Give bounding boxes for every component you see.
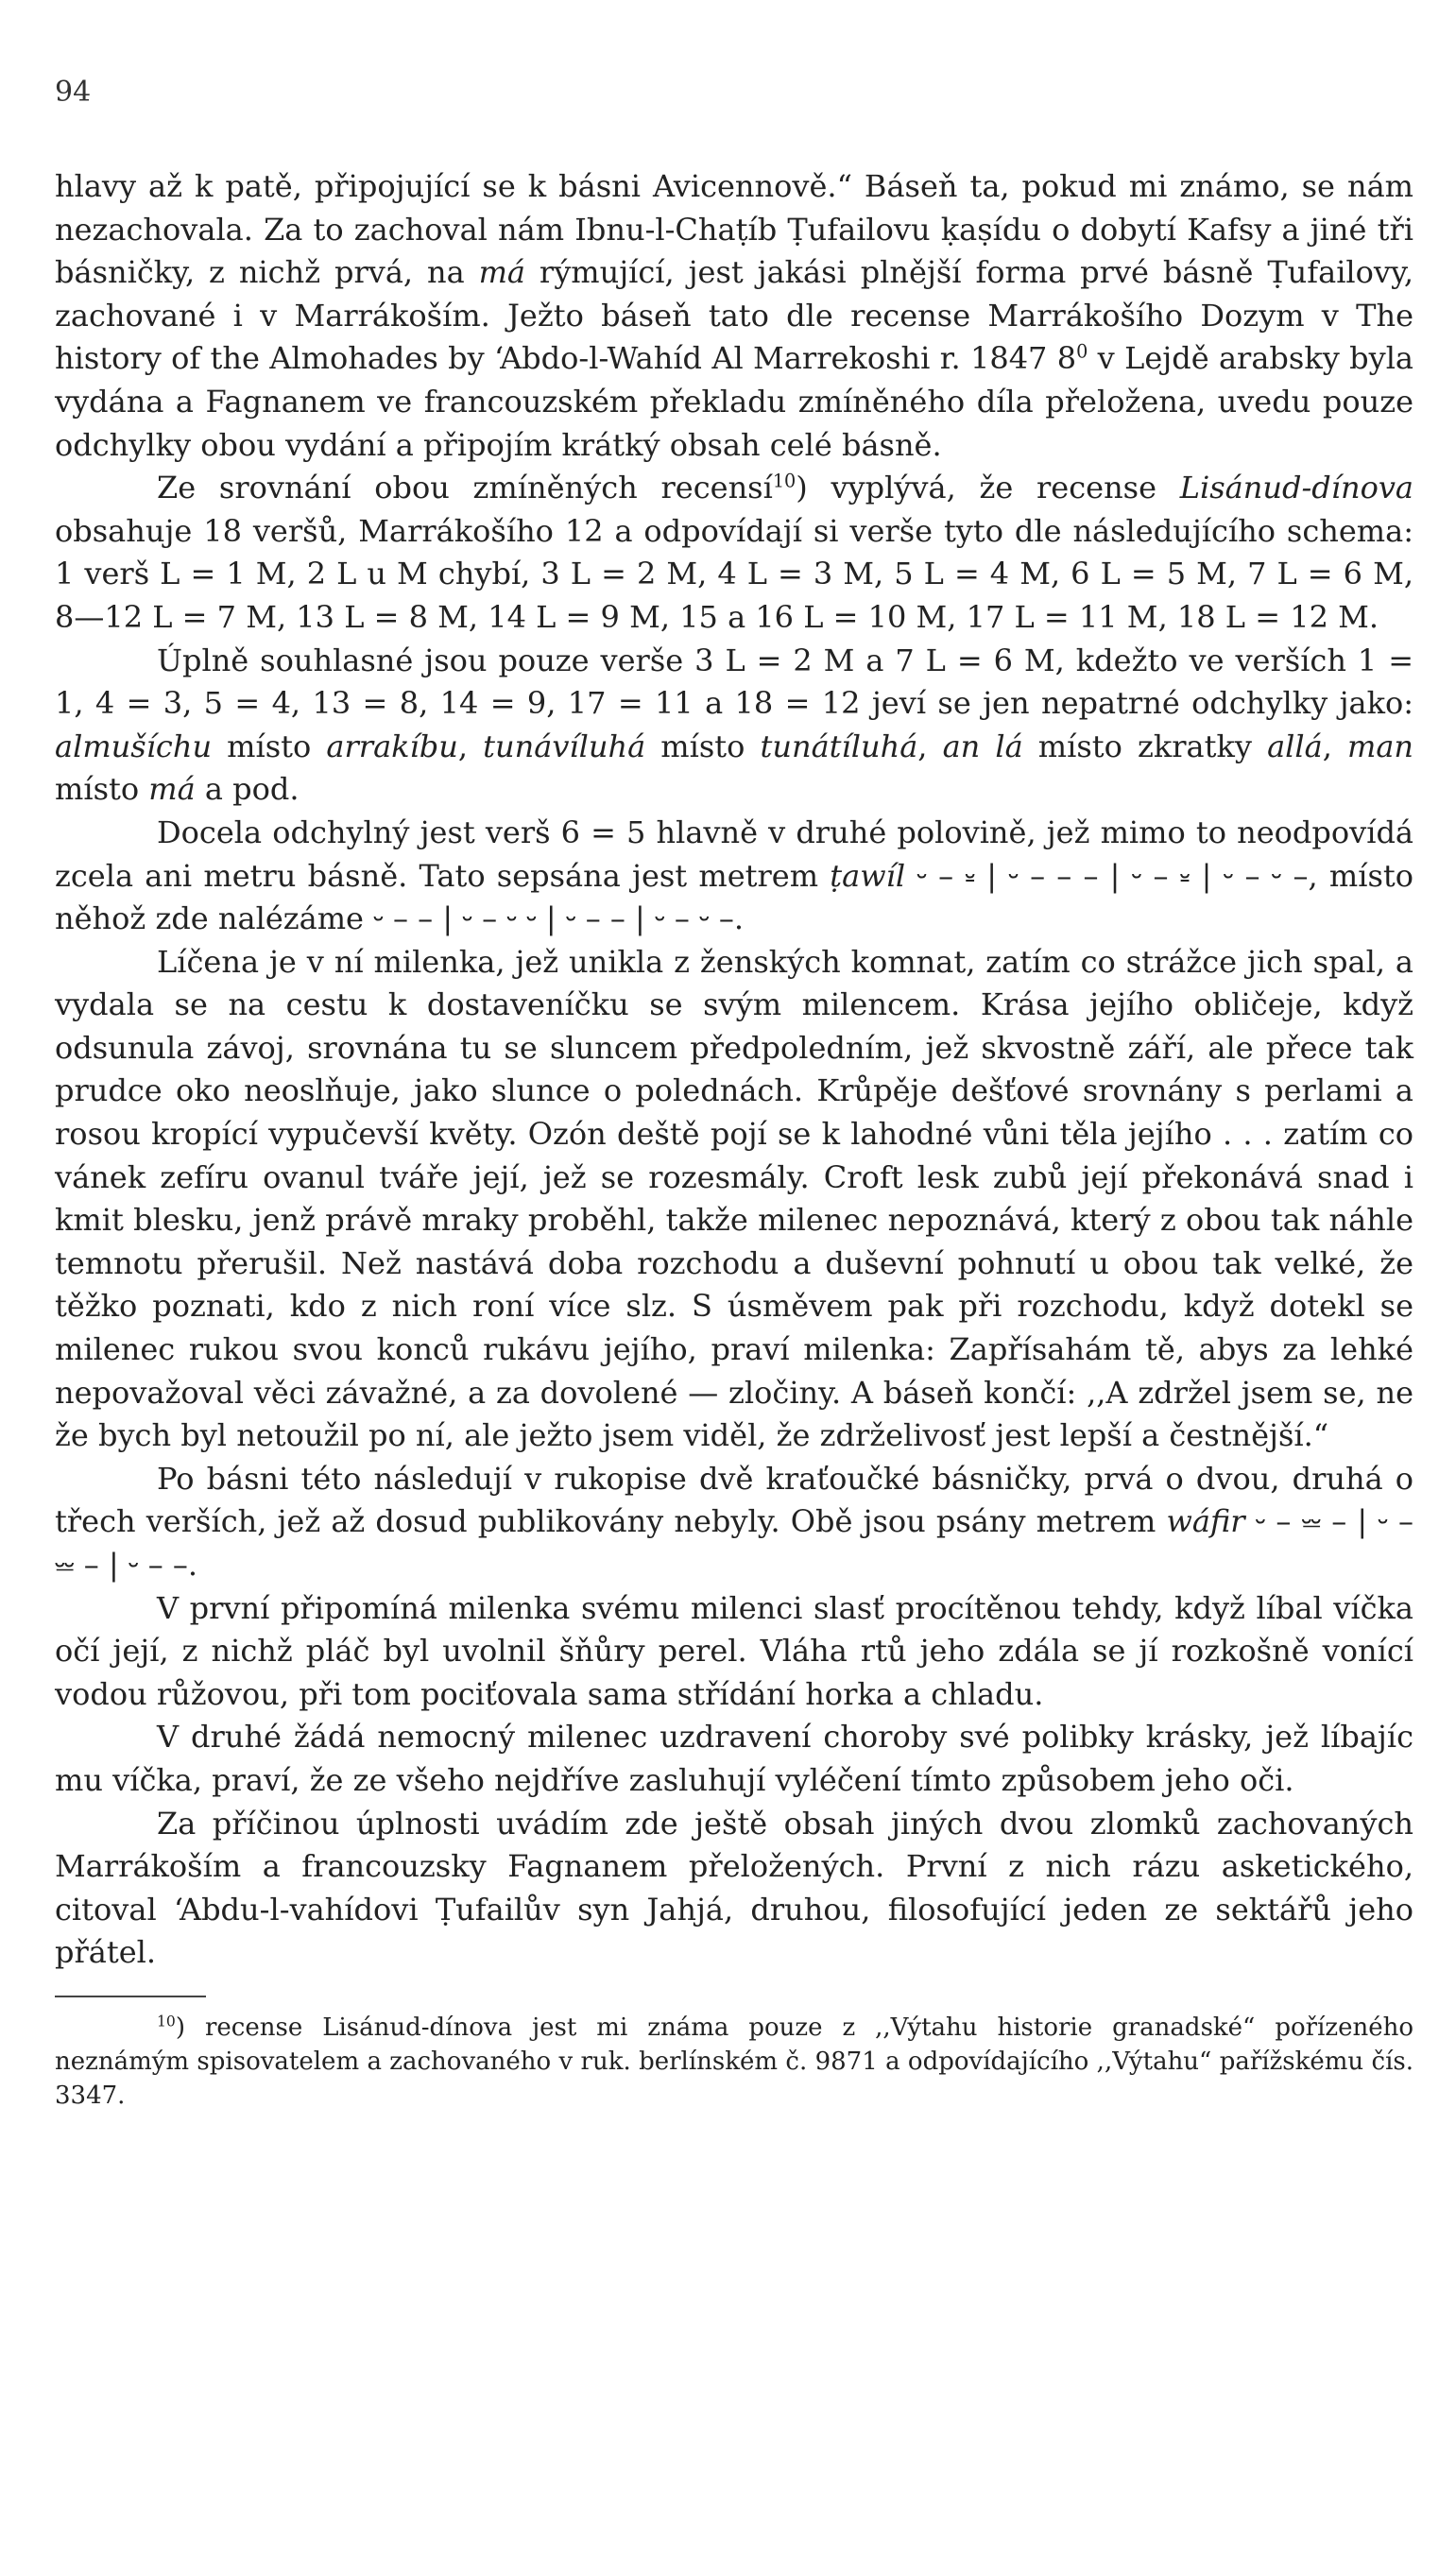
paragraph: Po básni této následují v rukopise dvě kraťoučké básničky, prvá o dvou, druhá o třech verších, jež až dosud publikovány nebyly. Obě jsou psány metrem wáfir ⏑ – ⏕ – | ⏑ – ⏕ – | ⏑ – –.: [55, 1460, 1414, 1583]
paragraph: Líčena je v ní milenka, jež unikla z ženských komnat, zatím co strážce jich spal, a vydala se na cestu k dostaveníčku se svým milencem. Krása jejího obličeje, když odsunula závoj, srovnána tu se sluncem předpoledním, jež skvostně září, ale přece tak prudce oko neoslňuje, jako slunce o polednách. Krůpěje dešťové srovnány s perlami a rosou kropící vypučevší květy. Ozón deště pojí se k lahodné vůni těla jejího . . . zatím co vánek zefíru ovanul tváře její, jež se rozesmály. Croft lesk zubů její překonává snad i kmit blesku, jenž právě mraky proběhl, takže milenec nepoznává, který z obou tak náhle temnotu přerušil. Než nastává doba rozchodu a duševní pohnutí u obou tak velké, že těžko poznati, kdo z nich roní více slz. S úsměvem pak při rozchodu, když dotekl se milenec rukou svou konců rukávu jejího, praví milenka: Zapřísahám tě, abys za lehké nepovažoval věci závažné, a za dovolené — zločiny. A báseň končí: ,,A zdržel jsem se, ne že bych byl netoužil po ní, ale ježto jsem viděl, že zdrželivosť jest lepší a čestnější.“: [55, 943, 1413, 1454]
paragraph: Úplně souhlasné jsou pouze verše 3 L = 2 M a 7 L = 6 M, kdežto ve verších 1 = 1, 4 = 3, 5 = 4, 13 = 8, 14 = 9, 17 = 11 a 18 = 12 jeví se jen nepatrné odchylky jako: almušíchu místo arrakíbu, tunávíluhá místo tunátíluhá, an lá místo zkratky allá, man místo má a pod.: [55, 642, 1414, 808]
paragraph: Ze srovnání obou zmíněných recensí$^{10}$) vyplývá, že recense Lisánud-dínova obsahuje 18 veršů, Marrákošího 12 a odpovídají si verše tyto dle následujícího schema: 1 verš L = 1 M, 2 L u M chybí, 3 L = 2 M, 4 L = 3 M, 5 L = 4 M, 6 L = 5 M, 7 L = 6 M, 8—12 L = 7 M, 13 L = 8 M, 14 L = 9 M, 15 a 16 L = 10 M, 17 L = 11 M, 18 L = 12 M.: [55, 470, 1413, 635]
footnote-divider: [55, 1996, 206, 1997]
paragraph: Za příčinou úplnosti uvádím zde ještě obsah jiných dvou zlomků zachovaných Marrákoším a francouzsky Fagnanem přeložených. První z nich rázu asketického, citoval ‘Abdu-l-vahídovi Ṭufailův syn Jahjá, druhou, filosofující jeden ze sektářů jeho přátel.: [55, 1805, 1413, 1971]
body-text: [55, 165, 1413, 1975]
document-page: [55, 66, 1413, 2113]
paragraph: V první připomíná milenka svému milenci slasť procítěnou tehdy, když líbal víčka očí její, z nichž pláč byl uvolnil šňůry perel. Vláha rtů jeho zdála se jí rozkošně vonící vodou růžovou, při tom pociťovala sama střídání horka a chladu.: [55, 1589, 1413, 1712]
paragraph: Docela odchylný jest verš 6 = 5 hlavně v druhé polovině, jež mimo to neodpovídá zcela ani metru básně. Tato sepsána jest metrem ṭawíl ⏑ – ⏓ | ⏑ – – – | ⏑ – ⏓ | ⏑ – ⏑ –, místo něhož zde nalézáme ⏑ – – | ⏑ – ⏑ ⏑ | ⏑ – – | ⏑ – ⏑ –.: [55, 814, 1414, 937]
footnote: $^{10}$) recense Lisánud-dínova jest mi známa pouze z ,,Výtahu historie granadské“ pořízeného neznámým spisovatelem a zachovaného v ruk. berlínském č. 9871 a odpovídajícího ,,Výtahu“ pařížskému čís. 3347.: [55, 2013, 1413, 2110]
page-number: 94: [55, 76, 92, 109]
paragraph: V druhé žádá nemocný milenec uzdravení choroby své polibky krásky, jež líbajíc mu víčka, praví, že ze všeho nejdříve zasluhují vyléčení tímto způsobem jeho oči.: [55, 1719, 1413, 1798]
paragraph: hlavy až k patě, připojující se k básni Avicennově.“ Báseň ta, pokud mi známo, se nám nezachovala. Za to zachoval nám Ibnu-l-Chaṭíb Ṭufailovu ḳaṣídu o dobytí Kafsy a jiné tři básničky, z nichž prvá, na má rýmující, jest jakási plnější forma prvé básně Ṭufailovy, zachované i v Marrákoším. Ježto báseň tato dle recense Marrákošího Dozym v The history of the Almohades by ‘Abdo-l-Wahíd Al Marrekoshi r. 1847 $8^0$ v Lejdě arabsky byla vydána a Fagnanem ve francouzském překladu zmíněného díla přeložena, uvedu pouze odchylky obou vydání a připojím krátký obsah celé básně.: [55, 168, 1414, 463]
